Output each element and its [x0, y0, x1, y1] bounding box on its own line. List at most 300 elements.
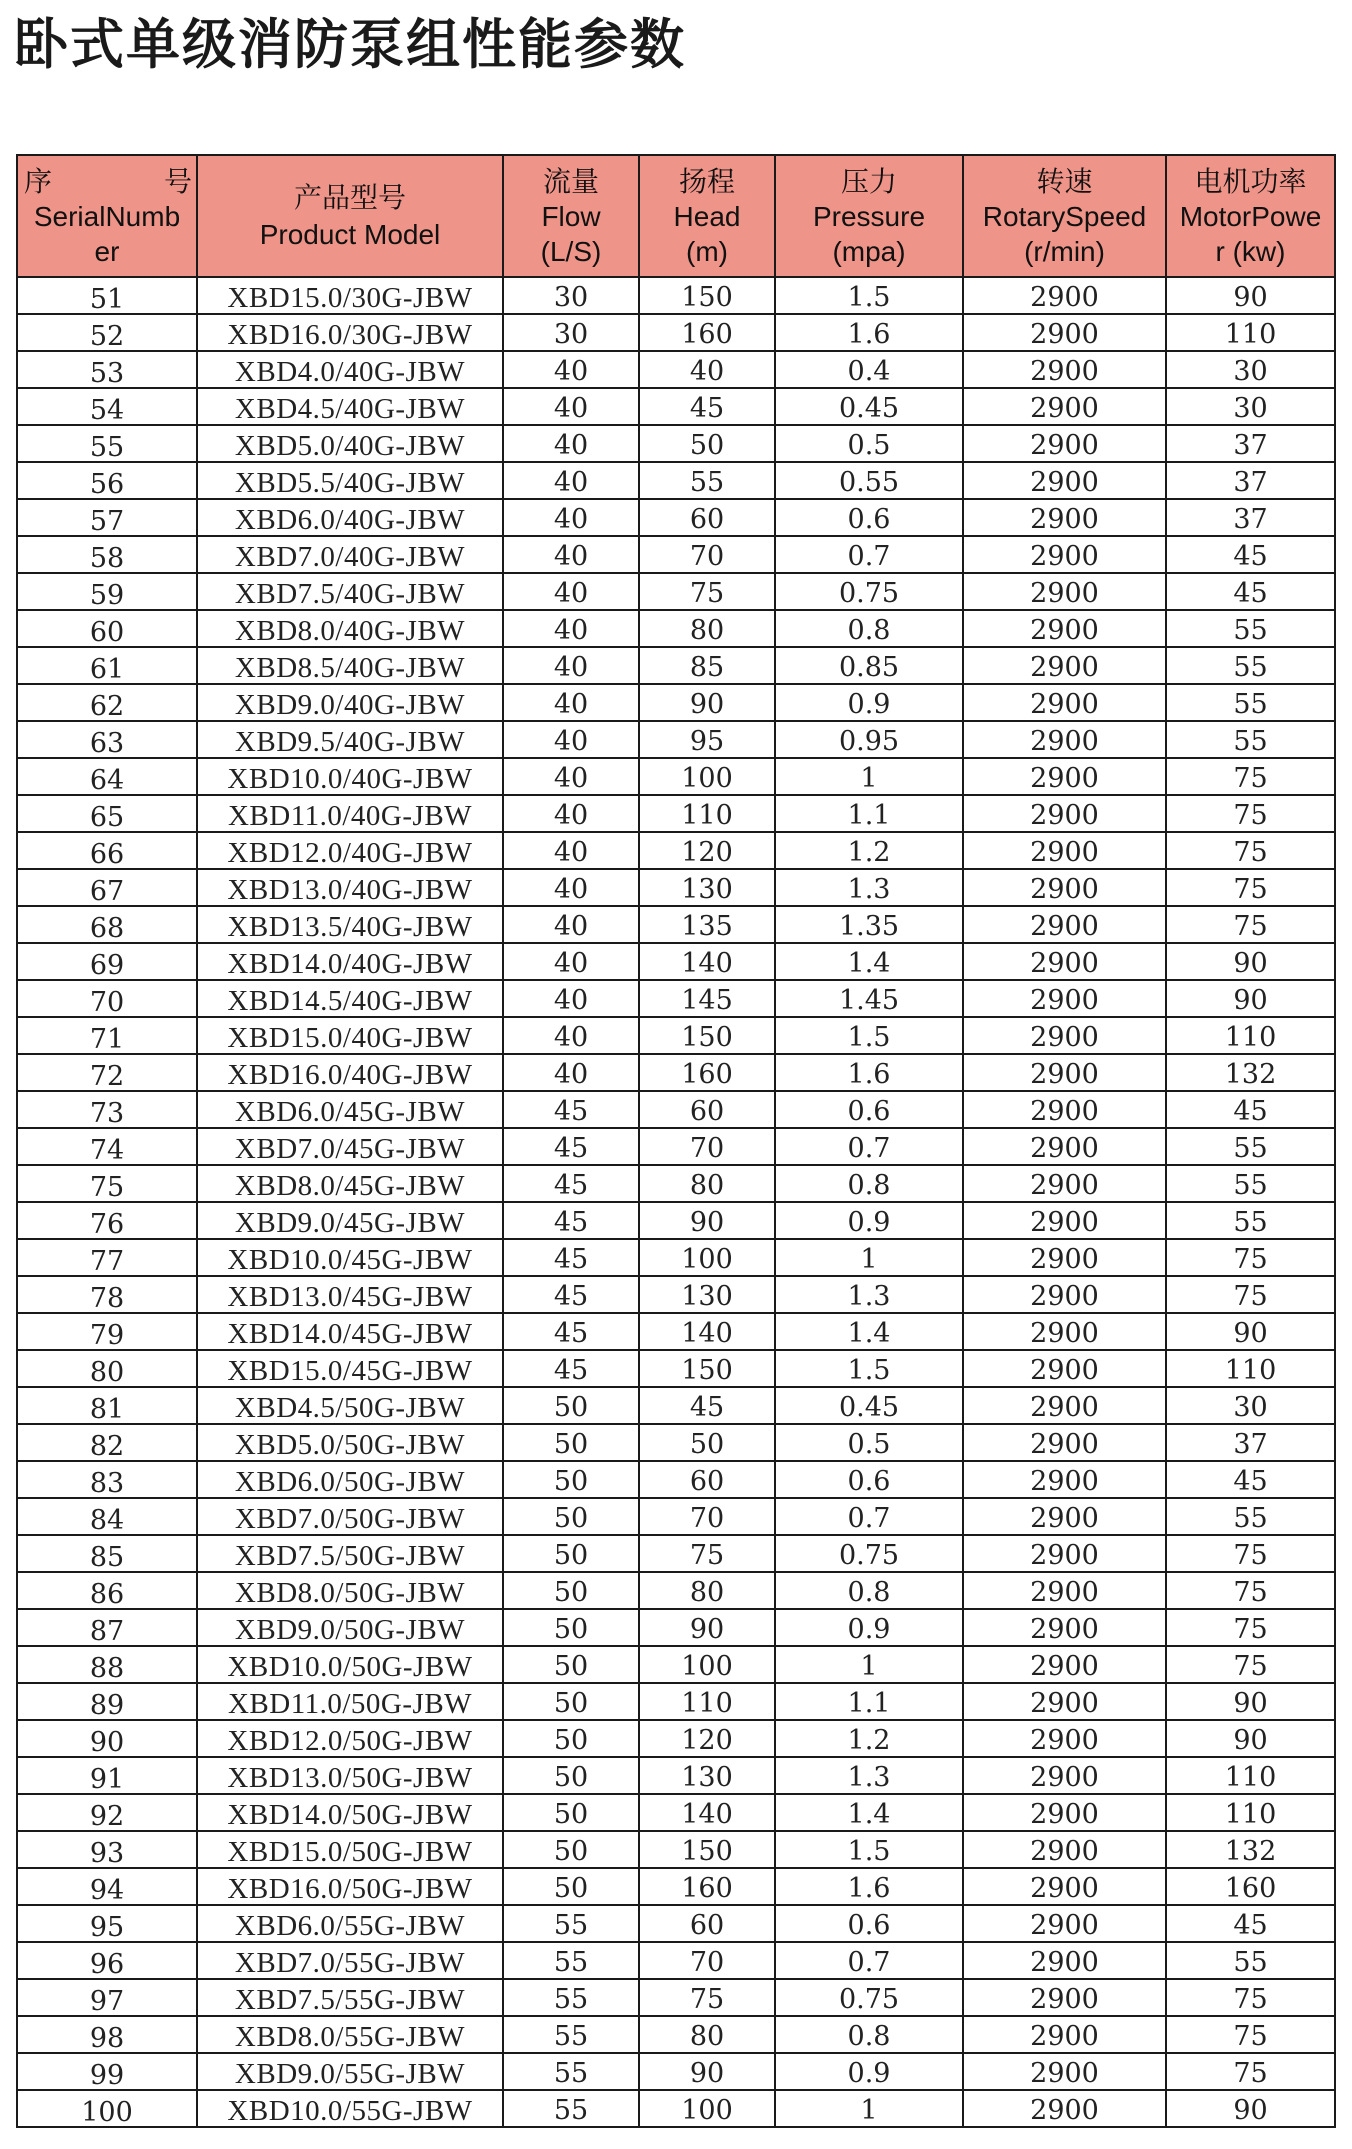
pressure-cell: 0.9	[775, 684, 963, 721]
pressure-cell: 0.7	[775, 1498, 963, 1535]
head-cell: 160	[639, 1054, 775, 1091]
power-cell: 90	[1166, 277, 1335, 314]
head-cell: 85	[639, 647, 775, 684]
speed-cell: 2900	[963, 1239, 1166, 1276]
power-cell: 55	[1166, 721, 1335, 758]
table-row	[17, 610, 1335, 647]
serial-cell: 66	[17, 832, 197, 869]
power-cell: 75	[1166, 795, 1335, 832]
pressure-cell: 0.9	[775, 1609, 963, 1646]
serial-cell: 62	[17, 684, 197, 721]
flow-cell: 50	[503, 1868, 639, 1905]
head-cell: 160	[639, 1868, 775, 1905]
speed-cell: 2900	[963, 1535, 1166, 1572]
model-cell: XBD16.0/40G-JBW	[197, 1054, 503, 1091]
power-cell: 132	[1166, 1831, 1335, 1868]
head-cell: 90	[639, 684, 775, 721]
serial-cell: 85	[17, 1535, 197, 1572]
power-cell: 75	[1166, 1572, 1335, 1609]
serial-cell: 60	[17, 610, 197, 647]
serial-cell: 89	[17, 1683, 197, 1720]
power-cell: 75	[1166, 1979, 1335, 2016]
pressure-cell: 0.7	[775, 1942, 963, 1979]
head-cell: 75	[639, 573, 775, 610]
head-cell: 135	[639, 906, 775, 943]
speed-cell: 2900	[963, 1720, 1166, 1757]
flow-cell: 55	[503, 1979, 639, 2016]
pressure-cell: 1	[775, 1239, 963, 1276]
pressure-cell: 1.6	[775, 314, 963, 351]
head-cell: 120	[639, 832, 775, 869]
pressure-cell: 0.6	[775, 499, 963, 536]
flow-cell: 30	[503, 277, 639, 314]
serial-cell: 71	[17, 1017, 197, 1054]
pressure-cell: 1.4	[775, 943, 963, 980]
table-row	[17, 277, 1335, 314]
speed-cell: 2900	[963, 1646, 1166, 1683]
power-cell: 55	[1166, 1165, 1335, 1202]
head-cell: 60	[639, 1905, 775, 1942]
head-cell: 130	[639, 869, 775, 906]
model-cell: XBD6.0/40G-JBW	[197, 499, 503, 536]
pressure-cell: 1.1	[775, 1683, 963, 1720]
flow-cell: 40	[503, 536, 639, 573]
model-cell: XBD10.0/45G-JBW	[197, 1239, 503, 1276]
flow-cell: 40	[503, 795, 639, 832]
head-cell: 160	[639, 314, 775, 351]
power-cell: 75	[1166, 758, 1335, 795]
serial-cell: 83	[17, 1461, 197, 1498]
col-header-serial	[17, 155, 197, 277]
model-cell: XBD8.0/45G-JBW	[197, 1165, 503, 1202]
model-cell: XBD14.0/45G-JBW	[197, 1313, 503, 1350]
power-header-zh: 电机功率	[1194, 165, 1307, 197]
flow-cell: 40	[503, 869, 639, 906]
table-row	[17, 462, 1335, 499]
table-row	[17, 1017, 1335, 1054]
pressure-cell: 1.6	[775, 1868, 963, 1905]
pressure-cell: 0.55	[775, 462, 963, 499]
serial-cell: 74	[17, 1128, 197, 1165]
flow-cell: 45	[503, 1091, 639, 1128]
pressure-cell: 1	[775, 758, 963, 795]
col-header-pressure	[775, 155, 963, 277]
serial-cell: 79	[17, 1313, 197, 1350]
model-cell: XBD11.0/50G-JBW	[197, 1683, 503, 1720]
serial-cell: 56	[17, 462, 197, 499]
table-row	[17, 1202, 1335, 1239]
power-cell: 110	[1166, 1017, 1335, 1054]
model-cell: XBD7.0/55G-JBW	[197, 1942, 503, 1979]
serial-cell: 82	[17, 1424, 197, 1461]
flow-cell: 50	[503, 1757, 639, 1794]
pressure-cell: 1.6	[775, 1054, 963, 1091]
pressure-cell: 1	[775, 2090, 963, 2127]
power-cell: 55	[1166, 1942, 1335, 1979]
head-cell: 55	[639, 462, 775, 499]
serial-cell: 75	[17, 1165, 197, 1202]
table-row	[17, 906, 1335, 943]
model-cell: XBD10.0/40G-JBW	[197, 758, 503, 795]
head-cell: 80	[639, 1572, 775, 1609]
head-cell: 140	[639, 1313, 775, 1350]
flow-cell: 40	[503, 1017, 639, 1054]
serial-cell: 90	[17, 1720, 197, 1757]
flow-cell: 50	[503, 1831, 639, 1868]
flow-cell: 40	[503, 573, 639, 610]
head-cell: 50	[639, 425, 775, 462]
speed-cell: 2900	[963, 314, 1166, 351]
pressure-cell: 0.5	[775, 1424, 963, 1461]
flow-cell: 55	[503, 1905, 639, 1942]
pressure-cell: 0.8	[775, 1572, 963, 1609]
flow-cell: 50	[503, 1535, 639, 1572]
power-cell: 75	[1166, 2053, 1335, 2090]
serial-cell: 76	[17, 1202, 197, 1239]
serial-cell: 94	[17, 1868, 197, 1905]
flow-cell: 45	[503, 1128, 639, 1165]
flow-cell: 40	[503, 647, 639, 684]
table-row	[17, 388, 1335, 425]
serial-cell: 55	[17, 425, 197, 462]
flow-cell: 50	[503, 1498, 639, 1535]
speed-cell: 2900	[963, 1313, 1166, 1350]
power-cell: 55	[1166, 1202, 1335, 1239]
flow-cell: 50	[503, 1572, 639, 1609]
table-row	[17, 2053, 1335, 2090]
head-cell: 40	[639, 351, 775, 388]
serial-cell: 70	[17, 980, 197, 1017]
power-cell: 55	[1166, 684, 1335, 721]
power-cell: 75	[1166, 1239, 1335, 1276]
table-row	[17, 1794, 1335, 1831]
power-cell: 132	[1166, 1054, 1335, 1091]
pressure-cell: 1.5	[775, 1350, 963, 1387]
power-cell: 75	[1166, 1609, 1335, 1646]
col-header-model	[197, 155, 503, 277]
model-cell: XBD9.5/40G-JBW	[197, 721, 503, 758]
model-cell: XBD6.0/45G-JBW	[197, 1091, 503, 1128]
serial-cell: 57	[17, 499, 197, 536]
model-cell: XBD12.0/50G-JBW	[197, 1720, 503, 1757]
serial-cell: 72	[17, 1054, 197, 1091]
model-cell: XBD8.0/50G-JBW	[197, 1572, 503, 1609]
table-row	[17, 832, 1335, 869]
flow-cell: 40	[503, 1054, 639, 1091]
speed-cell: 2900	[963, 499, 1166, 536]
speed-cell: 2900	[963, 684, 1166, 721]
model-cell: XBD13.0/40G-JBW	[197, 869, 503, 906]
flow-cell: 40	[503, 462, 639, 499]
power-cell: 110	[1166, 1794, 1335, 1831]
table-row	[17, 573, 1335, 610]
serial-cell: 61	[17, 647, 197, 684]
speed-cell: 2900	[963, 943, 1166, 980]
pressure-cell: 1	[775, 1646, 963, 1683]
power-cell: 30	[1166, 351, 1335, 388]
speed-cell: 2900	[963, 536, 1166, 573]
serial-cell: 78	[17, 1276, 197, 1313]
model-cell: XBD13.0/50G-JBW	[197, 1757, 503, 1794]
pressure-cell: 1.3	[775, 1757, 963, 1794]
model-cell: XBD14.0/40G-JBW	[197, 943, 503, 980]
model-cell: XBD7.5/50G-JBW	[197, 1535, 503, 1572]
flow-cell: 40	[503, 351, 639, 388]
power-cell: 55	[1166, 1128, 1335, 1165]
power-cell: 37	[1166, 462, 1335, 499]
power-cell: 90	[1166, 1720, 1335, 1757]
speed-cell: 2900	[963, 647, 1166, 684]
power-cell: 110	[1166, 1350, 1335, 1387]
table-row	[17, 536, 1335, 573]
power-header-en-line2: r (kw)	[1215, 235, 1286, 267]
speed-cell: 2900	[963, 1202, 1166, 1239]
table-row	[17, 1276, 1335, 1313]
model-cell: XBD5.0/40G-JBW	[197, 425, 503, 462]
power-cell: 45	[1166, 536, 1335, 573]
power-cell: 30	[1166, 388, 1335, 425]
model-cell: XBD12.0/40G-JBW	[197, 832, 503, 869]
pressure-header-zh: 压力	[840, 165, 897, 197]
speed-cell: 2900	[963, 906, 1166, 943]
table-row	[17, 1942, 1335, 1979]
table-row	[17, 1905, 1335, 1942]
flow-cell: 55	[503, 2053, 639, 2090]
pressure-cell: 0.7	[775, 536, 963, 573]
serial-cell: 86	[17, 1572, 197, 1609]
speed-cell: 2900	[963, 832, 1166, 869]
flow-header-unit: (L/S)	[540, 235, 602, 267]
speed-header-en: RotarySpeed	[982, 200, 1147, 232]
flow-cell: 45	[503, 1350, 639, 1387]
flow-cell: 50	[503, 1461, 639, 1498]
model-cell: XBD8.5/40G-JBW	[197, 647, 503, 684]
head-cell: 90	[639, 2053, 775, 2090]
power-cell: 90	[1166, 2090, 1335, 2127]
power-cell: 90	[1166, 943, 1335, 980]
power-cell: 37	[1166, 499, 1335, 536]
speed-cell: 2900	[963, 425, 1166, 462]
serial-cell: 59	[17, 573, 197, 610]
serial-cell: 81	[17, 1387, 197, 1424]
table-row	[17, 1609, 1335, 1646]
head-cell: 70	[639, 536, 775, 573]
flow-cell: 50	[503, 1683, 639, 1720]
model-cell: XBD7.0/50G-JBW	[197, 1498, 503, 1535]
pressure-cell: 0.9	[775, 1202, 963, 1239]
power-cell: 45	[1166, 1905, 1335, 1942]
power-cell: 37	[1166, 1424, 1335, 1461]
power-cell: 45	[1166, 1091, 1335, 1128]
head-cell: 130	[639, 1757, 775, 1794]
speed-cell: 2900	[963, 1498, 1166, 1535]
flow-cell: 50	[503, 1609, 639, 1646]
power-cell: 75	[1166, 1646, 1335, 1683]
table-row	[17, 795, 1335, 832]
serial-cell: 58	[17, 536, 197, 573]
speed-cell: 2900	[963, 351, 1166, 388]
model-cell: XBD15.0/50G-JBW	[197, 1831, 503, 1868]
power-cell: 55	[1166, 1498, 1335, 1535]
speed-cell: 2900	[963, 980, 1166, 1017]
head-cell: 100	[639, 1646, 775, 1683]
table-row	[17, 351, 1335, 388]
head-cell: 130	[639, 1276, 775, 1313]
col-header-flow	[503, 155, 639, 277]
table-row	[17, 1979, 1335, 2016]
serial-cell: 100	[17, 2090, 197, 2127]
head-header-zh: 扬程	[678, 165, 735, 197]
table-row	[17, 1683, 1335, 1720]
serial-header-en-line2: er	[94, 235, 120, 267]
head-cell: 60	[639, 1461, 775, 1498]
flow-cell: 30	[503, 314, 639, 351]
head-cell: 120	[639, 1720, 775, 1757]
power-cell: 160	[1166, 1868, 1335, 1905]
flow-cell: 40	[503, 684, 639, 721]
table-row	[17, 2090, 1335, 2127]
model-cell: XBD7.5/40G-JBW	[197, 573, 503, 610]
serial-cell: 77	[17, 1239, 197, 1276]
head-header-unit: (m)	[686, 235, 728, 267]
head-cell: 150	[639, 277, 775, 314]
pressure-cell: 1.5	[775, 277, 963, 314]
pressure-cell: 0.8	[775, 1165, 963, 1202]
table-row	[17, 314, 1335, 351]
table-row	[17, 1498, 1335, 1535]
speed-cell: 2900	[963, 1757, 1166, 1794]
table-row	[17, 1757, 1335, 1794]
head-cell: 150	[639, 1831, 775, 1868]
speed-header-unit: (r/min)	[1024, 235, 1105, 267]
model-cell: XBD16.0/30G-JBW	[197, 314, 503, 351]
speed-cell: 2900	[963, 1831, 1166, 1868]
flow-cell: 40	[503, 980, 639, 1017]
serial-cell: 73	[17, 1091, 197, 1128]
power-cell: 75	[1166, 1535, 1335, 1572]
serial-cell: 64	[17, 758, 197, 795]
pressure-header-en: Pressure	[812, 200, 926, 232]
speed-header-zh: 转速	[1036, 165, 1093, 197]
power-cell: 75	[1166, 869, 1335, 906]
flow-cell: 40	[503, 499, 639, 536]
table-row	[17, 684, 1335, 721]
table-row	[17, 980, 1335, 1017]
power-cell: 90	[1166, 1313, 1335, 1350]
power-cell: 90	[1166, 1683, 1335, 1720]
serial-cell: 92	[17, 1794, 197, 1831]
model-cell: XBD16.0/50G-JBW	[197, 1868, 503, 1905]
head-cell: 70	[639, 1128, 775, 1165]
serial-cell: 69	[17, 943, 197, 980]
pressure-cell: 0.9	[775, 2053, 963, 2090]
pressure-cell: 0.6	[775, 1461, 963, 1498]
table-row	[17, 499, 1335, 536]
table-row	[17, 943, 1335, 980]
model-cell: XBD9.0/50G-JBW	[197, 1609, 503, 1646]
head-cell: 140	[639, 943, 775, 980]
pressure-cell: 1.2	[775, 832, 963, 869]
serial-cell: 54	[17, 388, 197, 425]
table-row	[17, 758, 1335, 795]
model-cell: XBD7.0/40G-JBW	[197, 536, 503, 573]
head-cell: 150	[639, 1350, 775, 1387]
serial-cell: 98	[17, 2016, 197, 2053]
flow-cell: 55	[503, 2016, 639, 2053]
head-cell: 60	[639, 1091, 775, 1128]
table-row	[17, 1350, 1335, 1387]
head-cell: 45	[639, 1387, 775, 1424]
serial-cell: 96	[17, 1942, 197, 1979]
pump-spec-table	[16, 154, 1336, 2128]
model-cell: XBD9.0/45G-JBW	[197, 1202, 503, 1239]
head-cell: 70	[639, 1498, 775, 1535]
pressure-cell: 0.85	[775, 647, 963, 684]
page-title: 卧式单级消防泵组性能参数	[14, 13, 686, 76]
pressure-cell: 1.35	[775, 906, 963, 943]
pressure-cell: 0.45	[775, 1387, 963, 1424]
head-cell: 45	[639, 388, 775, 425]
power-cell: 45	[1166, 1461, 1335, 1498]
pressure-cell: 0.75	[775, 1979, 963, 2016]
power-cell: 110	[1166, 314, 1335, 351]
pressure-cell: 0.95	[775, 721, 963, 758]
head-cell: 80	[639, 2016, 775, 2053]
serial-cell: 91	[17, 1757, 197, 1794]
table-body	[17, 277, 1335, 2127]
head-header-en: Head	[673, 200, 741, 232]
table-row	[17, 1868, 1335, 1905]
model-cell: XBD5.0/50G-JBW	[197, 1424, 503, 1461]
head-cell: 110	[639, 795, 775, 832]
head-cell: 90	[639, 1609, 775, 1646]
head-cell: 145	[639, 980, 775, 1017]
pressure-cell: 0.6	[775, 1091, 963, 1128]
flow-cell: 45	[503, 1239, 639, 1276]
pressure-cell: 0.7	[775, 1128, 963, 1165]
model-cell: XBD13.5/40G-JBW	[197, 906, 503, 943]
serial-cell: 63	[17, 721, 197, 758]
flow-cell: 40	[503, 906, 639, 943]
pressure-cell: 1.45	[775, 980, 963, 1017]
speed-cell: 2900	[963, 1979, 1166, 2016]
serial-header-zh-right: 号	[163, 165, 192, 197]
table-header	[17, 155, 1335, 277]
pressure-cell: 0.45	[775, 388, 963, 425]
flow-cell: 50	[503, 1794, 639, 1831]
serial-cell: 87	[17, 1609, 197, 1646]
pressure-cell: 1.4	[775, 1794, 963, 1831]
model-cell: XBD6.0/50G-JBW	[197, 1461, 503, 1498]
table-row	[17, 1313, 1335, 1350]
model-cell: XBD9.0/40G-JBW	[197, 684, 503, 721]
speed-cell: 2900	[963, 573, 1166, 610]
flow-cell: 50	[503, 1720, 639, 1757]
serial-cell: 51	[17, 277, 197, 314]
serial-cell: 84	[17, 1498, 197, 1535]
speed-cell: 2900	[963, 1387, 1166, 1424]
speed-cell: 2900	[963, 1128, 1166, 1165]
speed-cell: 2900	[963, 462, 1166, 499]
table-row	[17, 1054, 1335, 1091]
speed-cell: 2900	[963, 1424, 1166, 1461]
power-cell: 75	[1166, 1276, 1335, 1313]
flow-cell: 40	[503, 758, 639, 795]
speed-cell: 2900	[963, 758, 1166, 795]
speed-cell: 2900	[963, 1942, 1166, 1979]
speed-cell: 2900	[963, 1165, 1166, 1202]
model-cell: XBD14.5/40G-JBW	[197, 980, 503, 1017]
